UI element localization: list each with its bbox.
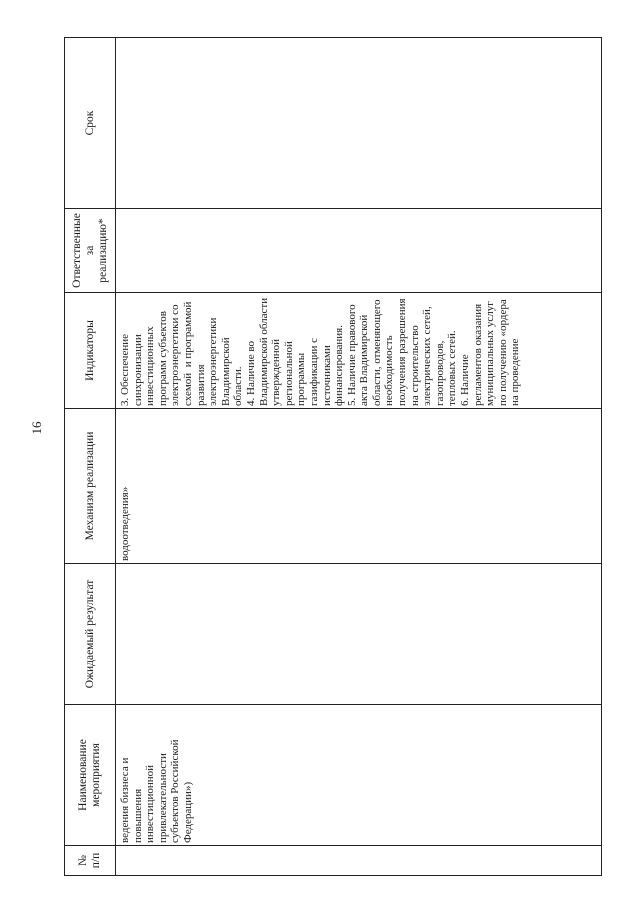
- table-header-row: [65, 38, 116, 876]
- cell-indicators: 3. Обеспечение синхронизации инвестиционных программ субъектов электроэнергетики со схемой и программой развития электроэнергетики Владимирской области. 4. Наличие во Владимирской области утвержденной региональной программы газификации с источниками финансирования. 5. Наличие правового акта Владимирской области, отменяющего необходимость получения разрешения на строительство электрических сетей, газопроводов, тепловых сетей. 6. Наличие регламентов оказания муниципальных услуг по получению «ордера на проведение: [116, 293, 602, 409]
- activities-table: [64, 37, 602, 876]
- table-row: [116, 38, 602, 876]
- header-num: № п/п: [65, 846, 116, 876]
- cell-name: ведения бизнеса и повышения инвестиционной привлекательности субъектов Российской Федерации»): [116, 705, 602, 846]
- rotated-table-wrapper: [64, 38, 602, 876]
- page-number: 16: [29, 421, 44, 435]
- cell-responsible: [116, 209, 602, 293]
- header-result: Ожидаемый результат: [65, 564, 116, 705]
- header-responsible: Ответственные за реализацию*: [65, 209, 116, 293]
- header-name: Наименование мероприятия: [65, 705, 116, 846]
- cell-num: [116, 846, 602, 876]
- header-mechanism: Механизм реализации: [65, 409, 116, 564]
- cell-deadline: [116, 38, 602, 209]
- cell-mechanism: водоотведения»: [116, 409, 602, 564]
- header-indicators: Индикаторы: [65, 293, 116, 409]
- cell-result: [116, 564, 602, 705]
- header-deadline: Срок: [65, 38, 116, 209]
